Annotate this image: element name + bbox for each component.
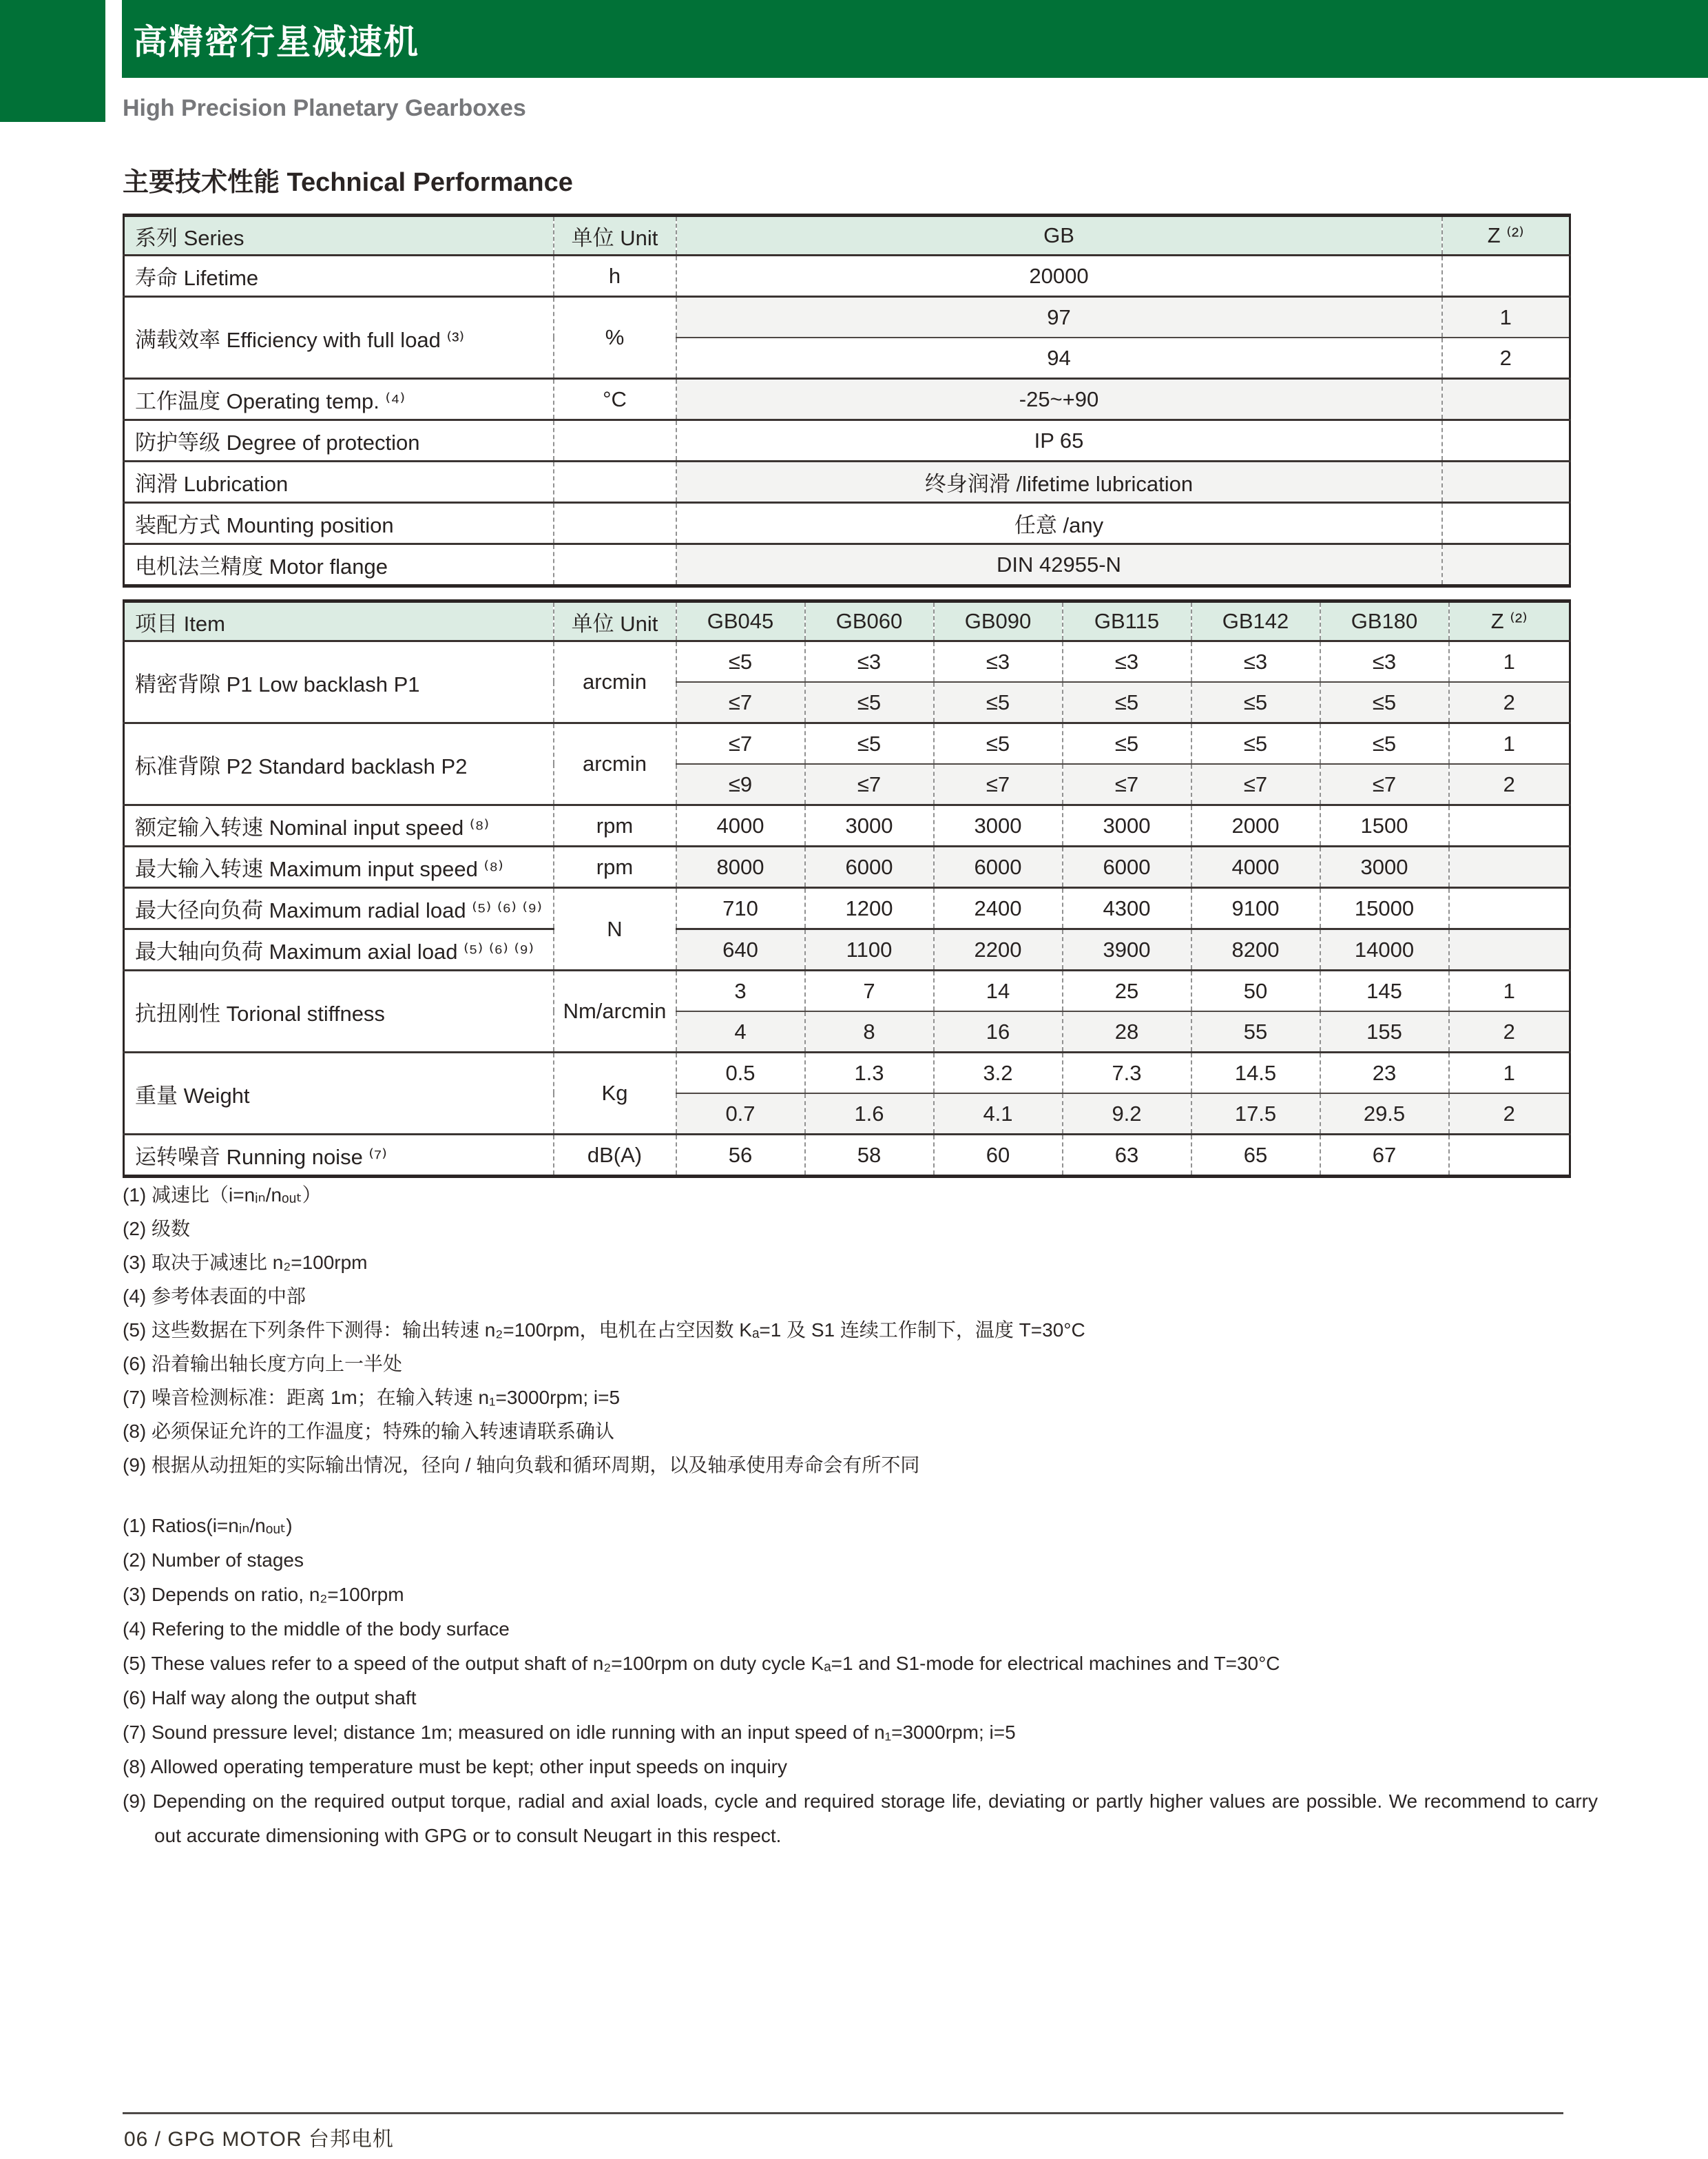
- col-header-gb045: GB045: [676, 601, 805, 641]
- cell-value: ≤7: [805, 764, 934, 805]
- cell-value: 8000: [676, 847, 805, 888]
- cell-value: 7: [805, 971, 934, 1012]
- cell-value: 23: [1320, 1053, 1449, 1094]
- cell-z: [1449, 847, 1570, 888]
- footnote: (9) 根据从动扭矩的实际输出情况，径向 / 轴向负载和循环周期，以及轴承使用寿命会有所不同: [123, 1454, 920, 1476]
- cell-value: 63: [1063, 1135, 1191, 1177]
- cell-unit: [554, 544, 676, 586]
- cell-value: DIN 42955-N: [676, 544, 1442, 586]
- cell-value: 7.3: [1063, 1053, 1191, 1094]
- cell-value: ≤5: [805, 723, 934, 765]
- cell-value: 任意 /any: [676, 503, 1442, 544]
- cell-value: 1.3: [805, 1053, 934, 1094]
- cell-value: 14: [934, 971, 1063, 1012]
- cell-value: 3000: [1063, 805, 1191, 847]
- cell-label: 满载效率 Efficiency with full load ⁽³⁾: [124, 297, 554, 379]
- cell-z: 1: [1449, 971, 1570, 1012]
- footnote: (3) 取决于减速比 n₂=100rpm: [123, 1252, 368, 1273]
- cell-value: ≤3: [1320, 641, 1449, 683]
- cell-value: ≤5: [1063, 682, 1191, 723]
- cell-z: [1449, 888, 1570, 929]
- cell-value: 2000: [1191, 805, 1320, 847]
- footnote: (6) 沿着输出轴长度方向上一半处: [123, 1353, 403, 1374]
- cell-value: 4000: [1191, 847, 1320, 888]
- cell-label: 寿命 Lifetime: [124, 256, 554, 297]
- cell-value: 3: [676, 971, 805, 1012]
- table-row: [124, 503, 1570, 544]
- cell-unit: h: [554, 256, 676, 297]
- cell-value: ≤5: [676, 641, 805, 683]
- cell-label: 标准背隙 P2 Standard backlash P2: [124, 723, 554, 805]
- cell-value: ≤5: [1191, 723, 1320, 765]
- cell-value: ≤5: [934, 723, 1063, 765]
- table-row: [124, 420, 1570, 462]
- cell-value: ≤5: [1320, 682, 1449, 723]
- footnote: (7) Sound pressure level; distance 1m; measured on idle running with an input speed of n₁=3000rpm; i=5: [123, 1722, 1016, 1743]
- cell-value: -25~+90: [676, 379, 1442, 420]
- col-header-gb115: GB115: [1063, 601, 1191, 641]
- cell-value: 2400: [934, 888, 1063, 929]
- cell-value: 60: [934, 1135, 1063, 1177]
- cell-value: 20000: [676, 256, 1442, 297]
- cell-value: 29.5: [1320, 1093, 1449, 1135]
- footnote: (4) Refering to the middle of the body surface: [123, 1618, 510, 1640]
- cell-value: ≤7: [934, 764, 1063, 805]
- cell-unit: [554, 462, 676, 503]
- cell-value: ≤3: [805, 641, 934, 683]
- cell-value: ≤7: [676, 723, 805, 765]
- footnote: (3) Depends on ratio, n₂=100rpm: [123, 1584, 404, 1605]
- cell-value: 67: [1320, 1135, 1449, 1177]
- cell-z: 2: [1449, 1011, 1570, 1053]
- cell-value: 28: [1063, 1011, 1191, 1053]
- footer-divider: [123, 2112, 1563, 2114]
- cell-value: 6000: [934, 847, 1063, 888]
- col-header-series: 系列 Series: [124, 216, 554, 256]
- footnote: (2) 级数: [123, 1218, 191, 1239]
- cell-z: 1: [1449, 641, 1570, 683]
- cell-unit: [554, 420, 676, 462]
- col-header-item: 项目 Item: [124, 601, 554, 641]
- table-row: [124, 379, 1570, 420]
- page-header-bar: [122, 0, 1708, 78]
- footnote: (8) Allowed operating temperature must be kept; other input speeds on inquiry: [123, 1756, 788, 1777]
- cell-label: 精密背隙 P1 Low backlash P1: [124, 641, 554, 723]
- cell-value: 65: [1191, 1135, 1320, 1177]
- cell-value: 1500: [1320, 805, 1449, 847]
- cell-value: ≤7: [1191, 764, 1320, 805]
- cell-value: 155: [1320, 1011, 1449, 1053]
- cell-value: 4: [676, 1011, 805, 1053]
- table-row: [124, 723, 1570, 765]
- section-title: 主要技术性能 Technical Performance: [123, 168, 573, 197]
- cell-z: 2: [1442, 338, 1570, 379]
- footnote: (6) Half way along the output shaft: [123, 1687, 417, 1708]
- footnotes-english: [123, 1509, 1598, 1853]
- cell-z: 1: [1442, 297, 1570, 338]
- table-header-row: [124, 216, 1570, 256]
- cell-value: 8200: [1191, 929, 1320, 971]
- cell-z: [1449, 1135, 1570, 1177]
- cell-value: ≤5: [1191, 682, 1320, 723]
- cell-value: 15000: [1320, 888, 1449, 929]
- cell-value: ≤3: [1191, 641, 1320, 683]
- cell-label: 运转噪音 Running noise ⁽⁷⁾: [124, 1135, 554, 1177]
- cell-value: 0.7: [676, 1093, 805, 1135]
- cell-label: 额定输入转速 Nominal input speed ⁽⁸⁾: [124, 805, 554, 847]
- table-header-row: [124, 601, 1570, 641]
- page-footer: 06 / GPG MOTOR 台邦电机: [124, 2128, 394, 2151]
- cell-label: 电机法兰精度 Motor flange: [124, 544, 554, 586]
- table-row: [124, 297, 1570, 338]
- cell-value: ≤5: [1063, 723, 1191, 765]
- footnote: (2) Number of stages: [123, 1549, 304, 1571]
- cell-unit: rpm: [554, 805, 676, 847]
- cell-value: 97: [676, 297, 1442, 338]
- cell-value: 6000: [1063, 847, 1191, 888]
- table-row: [124, 641, 1570, 683]
- footnote: (1) Ratios(i=nᵢₙ/nₒᵤₜ): [123, 1515, 293, 1536]
- cell-label: 防护等级 Degree of protection: [124, 420, 554, 462]
- cell-z: [1442, 379, 1570, 420]
- col-header-gb090: GB090: [934, 601, 1063, 641]
- cell-value: 4.1: [934, 1093, 1063, 1135]
- cell-value: 8: [805, 1011, 934, 1053]
- cell-value: 3000: [805, 805, 934, 847]
- cell-value: 9100: [1191, 888, 1320, 929]
- cell-z: [1442, 544, 1570, 586]
- col-header-gb180: GB180: [1320, 601, 1449, 641]
- col-header-unit: 单位 Unit: [554, 216, 676, 256]
- cell-value: 58: [805, 1135, 934, 1177]
- cell-value: ≤3: [934, 641, 1063, 683]
- col-header-z: Z ⁽²⁾: [1442, 216, 1570, 256]
- cell-unit: Nm/arcmin: [554, 971, 676, 1053]
- cell-label: 润滑 Lubrication: [124, 462, 554, 503]
- cell-label: 最大输入转速 Maximum input speed ⁽⁸⁾: [124, 847, 554, 888]
- cell-label: 工作温度 Operating temp. ⁽⁴⁾: [124, 379, 554, 420]
- cell-value: 0.5: [676, 1053, 805, 1094]
- cell-z: 2: [1449, 764, 1570, 805]
- cell-value: 3900: [1063, 929, 1191, 971]
- cell-value: ≤7: [676, 682, 805, 723]
- col-header-gb: GB: [676, 216, 1442, 256]
- footnote: (8) 必须保证允许的工作温度；特殊的输入转速请联系确认: [123, 1421, 615, 1442]
- cell-z: [1442, 256, 1570, 297]
- cell-unit: %: [554, 297, 676, 379]
- cell-z: 2: [1449, 682, 1570, 723]
- cell-value: ≤3: [1063, 641, 1191, 683]
- cell-z: 2: [1449, 1093, 1570, 1135]
- cell-value: 2200: [934, 929, 1063, 971]
- cell-value: IP 65: [676, 420, 1442, 462]
- cell-unit: arcmin: [554, 723, 676, 805]
- cell-z: [1442, 503, 1570, 544]
- cell-unit: rpm: [554, 847, 676, 888]
- cell-label: 最大轴向负荷 Maximum axial load ⁽⁵⁾ ⁽⁶⁾ ⁽⁹⁾: [124, 929, 554, 971]
- cell-label: 装配方式 Mounting position: [124, 503, 554, 544]
- footnote: (4) 参考体表面的中部: [123, 1285, 306, 1307]
- footnote: (5) 这些数据在下列条件下测得：输出转速 n₂=100rpm，电机在占空因数 Kₐ=1 及 S1 连续工作制下，温度 T=30°C: [123, 1319, 1085, 1341]
- col-header-gb142: GB142: [1191, 601, 1320, 641]
- col-header-gb060: GB060: [805, 601, 934, 641]
- col-header-unit: 单位 Unit: [554, 601, 676, 641]
- cell-z: [1442, 462, 1570, 503]
- table-row: [124, 847, 1570, 888]
- cell-value: 1200: [805, 888, 934, 929]
- page-title: 高精密行星减速机: [133, 22, 419, 61]
- footnote: (1) 减速比（i=nᵢₙ/nₒᵤₜ）: [123, 1184, 322, 1206]
- brand-green-strip: [0, 0, 105, 122]
- cell-value: 94: [676, 338, 1442, 379]
- cell-value: 710: [676, 888, 805, 929]
- cell-z: [1449, 805, 1570, 847]
- cell-label: 抗扭刚性 Torional stiffness: [124, 971, 554, 1053]
- cell-value: 1100: [805, 929, 934, 971]
- cell-value: 1.6: [805, 1093, 934, 1135]
- cell-unit: dB(A): [554, 1135, 676, 1177]
- cell-unit: [554, 503, 676, 544]
- cell-value: ≤5: [934, 682, 1063, 723]
- cell-z: [1449, 929, 1570, 971]
- cell-unit: N: [554, 888, 676, 971]
- cell-value: 14000: [1320, 929, 1449, 971]
- table-row: [124, 971, 1570, 1012]
- cell-unit: arcmin: [554, 641, 676, 723]
- cell-value: 25: [1063, 971, 1191, 1012]
- cell-value: ≤9: [676, 764, 805, 805]
- page-subtitle: High Precision Planetary Gearboxes: [123, 95, 526, 121]
- technical-performance-table: [123, 214, 1571, 588]
- cell-value: ≤5: [1320, 723, 1449, 765]
- footnote: (5) These values refer to a speed of the output shaft of n₂=100rpm on duty cycle Kₐ=1 and S1-mode for electrical machines and T=30°C: [123, 1653, 1280, 1674]
- table-row: [124, 888, 1570, 929]
- cell-value: 终身润滑 /lifetime lubrication: [676, 462, 1442, 503]
- table-row: [124, 929, 1570, 971]
- cell-value: 16: [934, 1011, 1063, 1053]
- cell-value: 14.5: [1191, 1053, 1320, 1094]
- cell-value: 640: [676, 929, 805, 971]
- table-row: [124, 462, 1570, 503]
- cell-value: 3.2: [934, 1053, 1063, 1094]
- model-specifications-table: [123, 599, 1571, 1178]
- cell-value: 17.5: [1191, 1093, 1320, 1135]
- cell-value: 9.2: [1063, 1093, 1191, 1135]
- cell-value: 145: [1320, 971, 1449, 1012]
- cell-value: 4300: [1063, 888, 1191, 929]
- footnotes-chinese: [123, 1178, 1598, 1482]
- cell-label: 重量 Weight: [124, 1053, 554, 1135]
- cell-value: ≤7: [1063, 764, 1191, 805]
- cell-value: 56: [676, 1135, 805, 1177]
- cell-value: 3000: [934, 805, 1063, 847]
- cell-z: 1: [1449, 1053, 1570, 1094]
- cell-value: 50: [1191, 971, 1320, 1012]
- cell-unit: Kg: [554, 1053, 676, 1135]
- cell-z: 1: [1449, 723, 1570, 765]
- cell-unit: °C: [554, 379, 676, 420]
- cell-value: ≤7: [1320, 764, 1449, 805]
- cell-value: ≤5: [805, 682, 934, 723]
- cell-label: 最大径向负荷 Maximum radial load ⁽⁵⁾ ⁽⁶⁾ ⁽⁹⁾: [124, 888, 554, 929]
- table-row: [124, 1053, 1570, 1094]
- footnote: (9) Depending on the required output torque, radial and axial loads, cycle and required storage life, deviating or partly higher values are possible. We recommend to carry out accurate dimensioning with GPG or to consult Neugart in this respect.: [123, 1790, 1598, 1846]
- table-row: [124, 1135, 1570, 1177]
- cell-value: 55: [1191, 1011, 1320, 1053]
- cell-value: 4000: [676, 805, 805, 847]
- table-row: [124, 805, 1570, 847]
- col-header-z: Z ⁽²⁾: [1449, 601, 1570, 641]
- cell-value: 3000: [1320, 847, 1449, 888]
- table-row: [124, 256, 1570, 297]
- cell-value: 6000: [805, 847, 934, 888]
- cell-z: [1442, 420, 1570, 462]
- footnote: (7) 噪音检测标准：距离 1m；在输入转速 n₁=3000rpm; i=5: [123, 1387, 621, 1408]
- table-row: [124, 544, 1570, 586]
